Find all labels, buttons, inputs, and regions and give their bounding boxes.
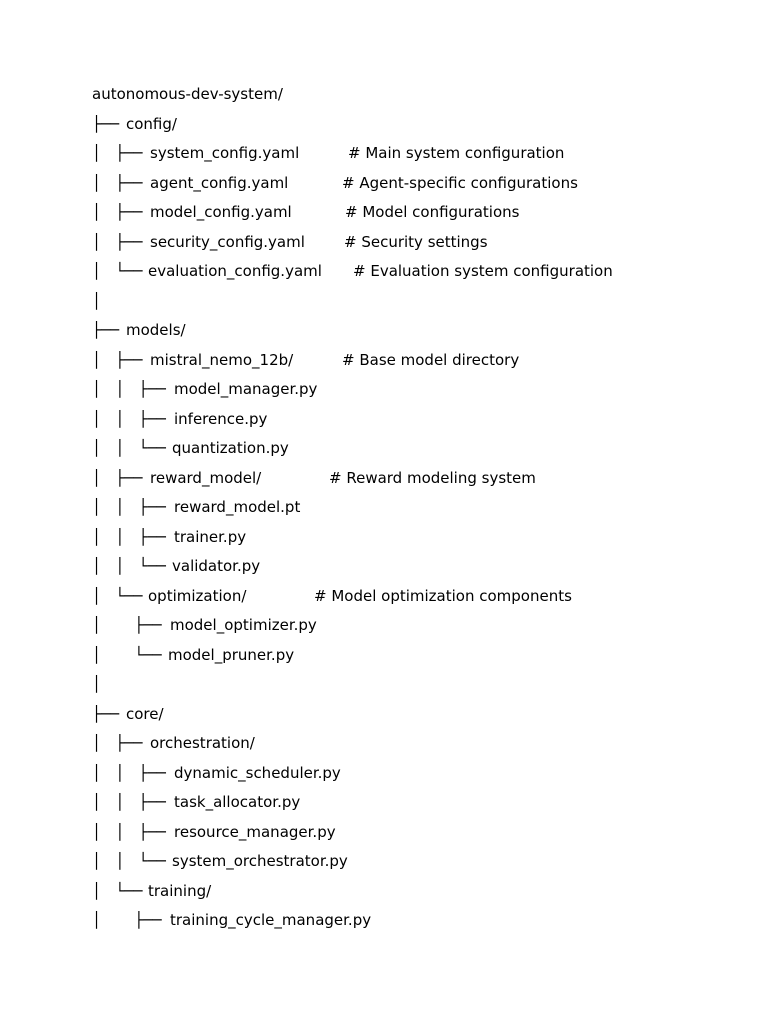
tree-connector: │ ├── (92, 734, 148, 752)
tree-line (92, 260, 732, 290)
tree-entry-name: orchestration/ (150, 734, 255, 752)
tree-line (92, 319, 732, 349)
tree-connector: │ │ ├── (92, 527, 171, 546)
tree-entry-comment: # Model configurations (345, 203, 520, 221)
tree-entry-name: mistral_nemo_12b/ (150, 350, 294, 369)
tree-connector: │ │ ├── (92, 822, 171, 841)
tree-entry-name: resource_manager.py (174, 822, 336, 841)
tree-connector: │ │ ├── (92, 409, 171, 428)
tree-line (92, 762, 732, 792)
tree-entry-name: trainer.py (174, 527, 247, 546)
tree-connector: │ │ ├── (92, 763, 171, 782)
tree-line (92, 172, 732, 202)
tree-line (92, 703, 732, 733)
tree-entry-name: task_allocator.py (174, 793, 301, 811)
tree-line (92, 673, 732, 703)
tree-line (92, 231, 732, 261)
tree-line (92, 614, 732, 644)
tree-line (92, 201, 732, 231)
tree-connector: │ └── (92, 645, 167, 664)
tree-connector: │ └── (92, 586, 148, 605)
tree-line (92, 526, 732, 556)
tree-entry-comment: # Agent-specific configurations (342, 173, 578, 192)
tree-connector: │ ├── (92, 173, 148, 192)
tree-line (92, 83, 732, 113)
tree-line (92, 909, 732, 939)
tree-connector: │ │ └── (92, 439, 171, 457)
tree-entry-comment: # Reward modeling system (329, 468, 536, 487)
tree-line (92, 585, 732, 615)
tree-line (92, 408, 732, 438)
tree-connector: │ ├── (92, 144, 148, 162)
tree-entry-comment: # Model optimization components (314, 586, 572, 605)
tree-connector: │ ├── (92, 350, 148, 369)
tree-entry-name: training/ (148, 881, 212, 900)
tree-connector: │ │ └── (92, 557, 171, 575)
tree-line (92, 644, 732, 674)
tree-connector: ├── (92, 114, 124, 133)
tree-line (92, 142, 732, 172)
tree-connector: │ │ └── (92, 852, 171, 870)
tree-line (92, 555, 732, 585)
tree-entry-name: autonomous-dev-system/ (92, 85, 283, 103)
tree-connector: │ (92, 675, 102, 693)
tree-connector: ├── (92, 321, 124, 339)
tree-connector: │ │ ├── (92, 380, 171, 398)
tree-entry-name: model_manager.py (174, 380, 318, 398)
tree-entry-comment: # Base model directory (342, 350, 520, 369)
tree-line (92, 113, 732, 143)
tree-connector: ├── (92, 704, 124, 723)
tree-line (92, 378, 732, 408)
tree-line (92, 437, 732, 467)
tree-entry-comment: # Main system configuration (348, 144, 565, 162)
tree-entry-name: evaluation_config.yaml (148, 262, 322, 280)
tree-entry-name: optimization/ (148, 586, 247, 605)
tree-entry-comment: # Evaluation system configuration (353, 262, 613, 280)
tree-connector: │ │ ├── (92, 498, 171, 516)
tree-entry-name: validator.py (172, 557, 261, 575)
tree-entry-name: core/ (126, 704, 164, 723)
tree-entry-name: dynamic_scheduler.py (174, 763, 341, 782)
tree-connector: │ (92, 291, 102, 310)
tree-line (92, 791, 732, 821)
tree-entry-name: reward_model.pt (174, 498, 301, 516)
directory-tree (92, 83, 732, 939)
tree-entry-name: model_optimizer.py (170, 616, 317, 634)
tree-connector: │ │ ├── (92, 793, 171, 811)
tree-line (92, 467, 732, 497)
tree-connector: │ ├── (92, 203, 148, 221)
tree-entry-name: agent_config.yaml (150, 173, 289, 192)
tree-connector: │ └── (92, 881, 148, 900)
tree-entry-name: system_orchestrator.py (172, 852, 348, 870)
tree-entry-name: training_cycle_manager.py (170, 911, 372, 929)
tree-entry-name: config/ (126, 114, 177, 133)
tree-line (92, 290, 732, 320)
tree-line (92, 349, 732, 379)
tree-connector: │ ├── (92, 616, 167, 634)
tree-line (92, 850, 732, 880)
tree-entry-name: model_config.yaml (150, 203, 292, 221)
tree-entry-name: reward_model/ (150, 468, 262, 487)
tree-entry-name: model_pruner.py (168, 645, 295, 664)
tree-connector: │ ├── (92, 911, 167, 929)
tree-line (92, 732, 732, 762)
tree-connector: │ └── (92, 262, 148, 280)
tree-entry-comment: # Security settings (344, 232, 488, 251)
tree-connector: │ ├── (92, 232, 148, 251)
tree-entry-name: system_config.yaml (150, 144, 300, 162)
tree-entry-name: inference.py (174, 409, 268, 428)
tree-entry-name: security_config.yaml (150, 232, 305, 251)
tree-entry-name: models/ (126, 321, 186, 339)
tree-line (92, 821, 732, 851)
tree-line (92, 496, 732, 526)
tree-entry-name: quantization.py (172, 439, 289, 457)
tree-connector: │ ├── (92, 468, 148, 487)
tree-line (92, 880, 732, 910)
